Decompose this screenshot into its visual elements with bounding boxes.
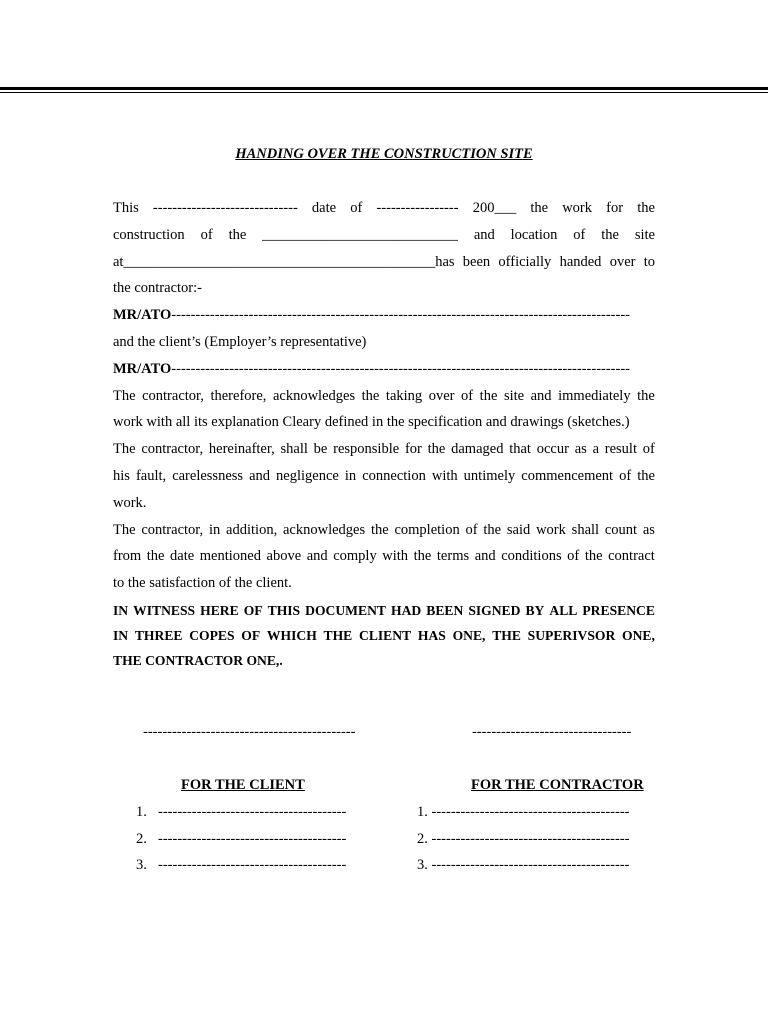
word: date [170, 548, 195, 565]
para1-line-1 [113, 383, 655, 410]
word: WHICH [266, 627, 317, 643]
mr-ato-label: MR/ATO [113, 360, 172, 377]
mr-ato-dashes: ----------------------------------------------------------------------------------------------- [171, 307, 630, 324]
para3-line-2 [113, 543, 655, 570]
word: ___________________________ [262, 226, 458, 243]
word: IN [113, 627, 129, 643]
word: contractor, [142, 387, 204, 404]
word: ALL [549, 602, 578, 618]
word: the [584, 548, 603, 565]
contractor-heading: FOR THE CONTRACTOR [471, 777, 644, 793]
word: IN [113, 602, 129, 618]
word: the [637, 467, 655, 484]
word: and [474, 548, 496, 565]
word: that [509, 441, 531, 458]
mr-ato-label: MR/ATO [113, 307, 172, 324]
word: OF [243, 602, 263, 618]
word: commencement [521, 467, 614, 484]
word: over [428, 387, 455, 404]
word: of [567, 548, 580, 565]
word: contractor, [141, 441, 204, 458]
word: the [413, 548, 432, 565]
word: the [479, 387, 498, 404]
word: a [592, 441, 599, 458]
contractor-witness-line: 2. ----------------------------------------- [417, 831, 630, 847]
word: to [643, 253, 655, 270]
word: connection [362, 467, 426, 484]
client-witness-line: --------------------------------------- [158, 857, 347, 873]
word: The [113, 521, 136, 538]
word: CLIENT [359, 627, 412, 643]
word: site [634, 226, 655, 243]
word: his [113, 467, 130, 484]
word: for [606, 200, 624, 216]
word: DOCUMENT [305, 602, 386, 618]
word: at___________________________________________has [113, 253, 455, 270]
word: SIGNED [468, 602, 521, 618]
word: damaged [451, 441, 504, 458]
word: completion [394, 521, 460, 538]
word: ------------------------------ [152, 200, 298, 216]
para2-line-2 [113, 463, 655, 490]
word: the [637, 200, 655, 216]
word: WITNESS [133, 602, 196, 618]
word: the [427, 441, 446, 458]
mr-ato-line-2 [113, 356, 655, 383]
word: over [609, 253, 636, 270]
word: said [506, 521, 531, 538]
word: been [462, 253, 491, 270]
word: for [404, 441, 422, 458]
word: acknowledges [283, 521, 366, 538]
word: location [510, 226, 558, 243]
word: date [311, 200, 337, 216]
client-witness-number: 2. [136, 831, 147, 847]
intro-line-2 [113, 222, 655, 249]
word: of [350, 200, 363, 216]
word: shall [280, 441, 308, 458]
word: the [637, 387, 655, 404]
para2-line-3: work. [113, 494, 147, 511]
word: the [370, 521, 389, 538]
word: therefore, [210, 387, 267, 404]
client-witness-line: --------------------------------------- [158, 831, 347, 847]
witness-line-1 [113, 598, 655, 623]
word: This [113, 200, 139, 216]
word: contract [608, 548, 655, 565]
contractor-witness-line: 3. ----------------------------------------- [417, 857, 630, 873]
word: conditions [501, 548, 562, 565]
intro-line-4: the contractor:- [113, 280, 202, 297]
word: ONE, [452, 627, 486, 643]
word: work [536, 521, 566, 538]
word: comply [333, 548, 377, 565]
word: of [200, 226, 213, 243]
header-rule-thick [0, 87, 768, 90]
word: the [483, 521, 502, 538]
word: work [562, 200, 592, 216]
word: site [503, 387, 525, 404]
word: above [266, 548, 302, 565]
word: the [361, 387, 380, 404]
word: OF [241, 627, 261, 643]
client-witness-number: 3. [136, 857, 147, 873]
client-signature-line: -------------------------------------------- [143, 724, 356, 740]
word: mentioned [199, 548, 261, 565]
word: of [573, 226, 586, 243]
word: officially [498, 253, 552, 270]
word: HAD [391, 602, 422, 618]
intro-line-3 [113, 249, 655, 276]
word: of [461, 387, 474, 404]
word: BY [525, 602, 545, 618]
word: with [382, 548, 409, 565]
word: fault, [135, 467, 167, 484]
word: result [604, 441, 637, 458]
word: the [228, 226, 247, 243]
mr-ato-line-1 [113, 302, 655, 329]
word: THREE [134, 627, 183, 643]
client-representative-line: and the client’s (Employer’s representative) [113, 333, 367, 350]
word: THIS [267, 602, 301, 618]
para1-line-2: work with all its explanation Cleary defined in the specification and drawings (sketches.) [113, 414, 630, 431]
word: The [113, 441, 136, 458]
word: be [313, 441, 328, 458]
word: COPES [189, 627, 235, 643]
word: in [344, 467, 357, 484]
word: construction [113, 226, 185, 243]
word: and [306, 548, 328, 565]
word: the [146, 548, 165, 565]
word: handed [559, 253, 602, 270]
word: contractor, [141, 521, 204, 538]
word: and [473, 226, 495, 243]
word: PRESENCE [582, 602, 655, 618]
client-witness-number: 1. [136, 804, 147, 820]
word: the [601, 226, 619, 243]
word: ONE, [622, 627, 655, 643]
word: HERE [200, 602, 239, 618]
word: taking [385, 387, 423, 404]
word: as [574, 441, 587, 458]
client-heading: FOR THE CLIENT [181, 777, 305, 793]
word: immediately [558, 387, 631, 404]
word: ----------------- [376, 200, 459, 216]
client-witness-line: --------------------------------------- [158, 804, 347, 820]
mr-ato-dashes: ----------------------------------------------------------------------------------------------- [171, 360, 630, 377]
word: with [431, 467, 458, 484]
word: the [530, 200, 549, 216]
para2-line-1 [113, 436, 655, 463]
word: acknowledges [272, 387, 356, 404]
word: shall [571, 521, 600, 538]
word: from [113, 548, 142, 565]
word: occur [536, 441, 569, 458]
word: and [530, 387, 552, 404]
word: of [619, 467, 632, 484]
para3-line-3: to the satisfaction of the client. [113, 575, 292, 592]
word: carelessness [172, 467, 244, 484]
word: HAS [417, 627, 446, 643]
contractor-signature-line: --------------------------------- [472, 724, 632, 740]
word: count [604, 521, 638, 538]
word: BEEN [426, 602, 464, 618]
witness-line-3: THE CONTRACTOR ONE,. [113, 652, 283, 668]
witness-line-2 [113, 623, 655, 648]
word: THE [492, 627, 521, 643]
document-title: HANDING OVER THE CONSTRUCTION SITE [235, 146, 533, 162]
word: responsible [333, 441, 400, 458]
word: of [465, 521, 478, 538]
word: negligence [276, 467, 339, 484]
intro-line-1 [113, 195, 655, 222]
para3-line-1 [113, 517, 655, 544]
word: addition, [226, 521, 278, 538]
header-rule-thin [0, 92, 768, 93]
document-body [113, 195, 655, 673]
word: The [113, 387, 136, 404]
word: THE [323, 627, 353, 643]
word: and [249, 467, 271, 484]
word: in [208, 521, 221, 538]
word: as [642, 521, 655, 538]
word: of [642, 441, 655, 458]
word: hereinafter, [208, 441, 275, 458]
word: SUPERIVSOR [527, 627, 616, 643]
word: 200___ [472, 200, 517, 216]
contractor-witness-line: 1. ----------------------------------------- [417, 804, 630, 820]
word: terms [436, 548, 470, 565]
word: untimely [463, 467, 516, 484]
